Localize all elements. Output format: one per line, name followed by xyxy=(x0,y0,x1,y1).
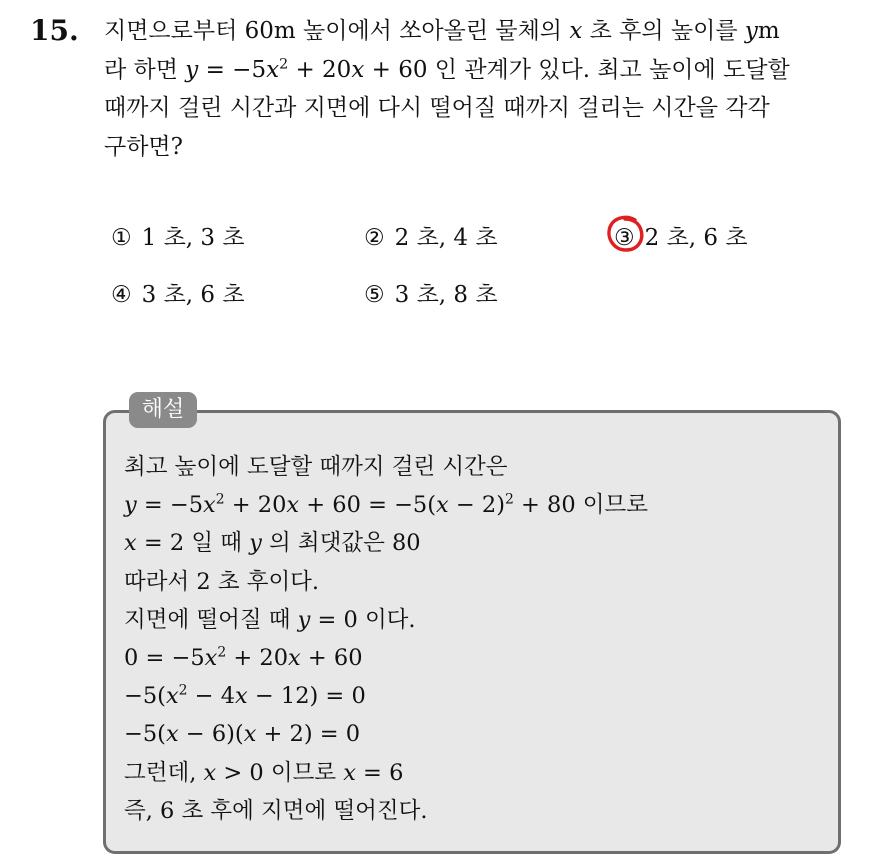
math-variable: x xyxy=(243,721,257,748)
math-exponent: 2 xyxy=(217,644,227,661)
math-variable: x xyxy=(235,683,248,710)
math-exponent: 2 xyxy=(215,491,225,508)
choice-text: 2 초, 4 초 xyxy=(394,225,498,251)
solution-line: $y = -5x^2 + 20x + 60 = -5(x - 2)^2 + 80$ 이므로 xyxy=(124,491,648,519)
math-variable: y xyxy=(297,606,311,633)
math-variable: x xyxy=(203,492,216,519)
math-variable: x xyxy=(569,18,583,44)
math-variable: y xyxy=(185,56,199,83)
math-variable: x xyxy=(343,759,356,786)
choice-mark: ③ xyxy=(614,225,635,251)
question-text xyxy=(104,12,864,166)
question-number: 15. xyxy=(30,14,79,47)
math-variable: x xyxy=(204,645,218,672)
choice-text: 2 초, 6 초 xyxy=(644,225,748,251)
solution-line: $0 = -5x^2 + 20x + 60$ xyxy=(124,644,363,672)
question-line: 구하면? xyxy=(104,133,183,160)
math-variable: y xyxy=(124,492,137,519)
solution-line: 그런데, x > 0 이므로 x = 6 xyxy=(124,759,404,786)
choice-mark: ④ xyxy=(111,282,132,308)
choice-4[interactable] xyxy=(111,276,245,309)
math-variable: x xyxy=(266,56,280,83)
solution-line: 최고 높이에 도달할 때까지 걸린 시간은 xyxy=(124,454,508,480)
answer-circle-mark xyxy=(605,213,647,255)
solution-line: $-5(x^2 - 4x - 12) = 0$ xyxy=(124,682,366,710)
question-line: 때까지 걸린 시간과 지면에 다시 떨어질 때까지 걸리는 시간을 각각 xyxy=(104,95,770,121)
solution-line: 지면에 떨어질 때 y = 0 이다. xyxy=(124,606,416,633)
solution-line: x = 2 일 때 y 의 최댓값은 80 xyxy=(124,530,421,557)
choice-text: 3 초, 8 초 xyxy=(394,282,498,308)
math-variable: y xyxy=(744,18,758,44)
question-line: 라 하면 $y = -5x^2 + 20x + 60$ 인 관계가 있다. 최고 높이에 도달할 xyxy=(104,55,790,83)
choice-mark: ① xyxy=(111,225,132,251)
math-variable: x xyxy=(124,530,137,557)
math-variable: x xyxy=(165,683,179,710)
choice-mark: ⑤ xyxy=(364,282,385,308)
solution-line: −5(x − 6)(x + 2) = 0 xyxy=(124,721,361,748)
solution-line: 즉, 6 초 후에 지면에 떨어진다. xyxy=(124,797,428,824)
math-exponent: 2 xyxy=(279,55,289,72)
math-variable: x xyxy=(165,721,179,748)
choice-text: 1 초, 3 초 xyxy=(141,225,245,251)
choice-text: 3 초, 6 초 xyxy=(141,282,245,308)
question-line: 지면으로부터 60m 높이에서 쏘아올린 물체의 x 초 후의 높이를 ym xyxy=(104,18,780,44)
math-variable: x xyxy=(286,492,300,519)
math-variable: x xyxy=(436,492,449,519)
math-exponent: 2 xyxy=(504,491,514,508)
solution-line: 따라서 2 초 후이다. xyxy=(124,568,320,595)
solution-text xyxy=(124,448,648,830)
choice-mark: ② xyxy=(364,225,385,251)
choice-1[interactable] xyxy=(111,219,245,252)
math-variable: x xyxy=(288,645,301,672)
solution-label: 해설 xyxy=(129,392,197,428)
choice-2[interactable] xyxy=(364,219,498,252)
choice-5[interactable] xyxy=(364,276,498,309)
math-variable: x xyxy=(203,759,217,786)
math-variable: y xyxy=(249,530,262,557)
math-exponent: 2 xyxy=(178,682,188,699)
math-variable: x xyxy=(351,56,365,83)
